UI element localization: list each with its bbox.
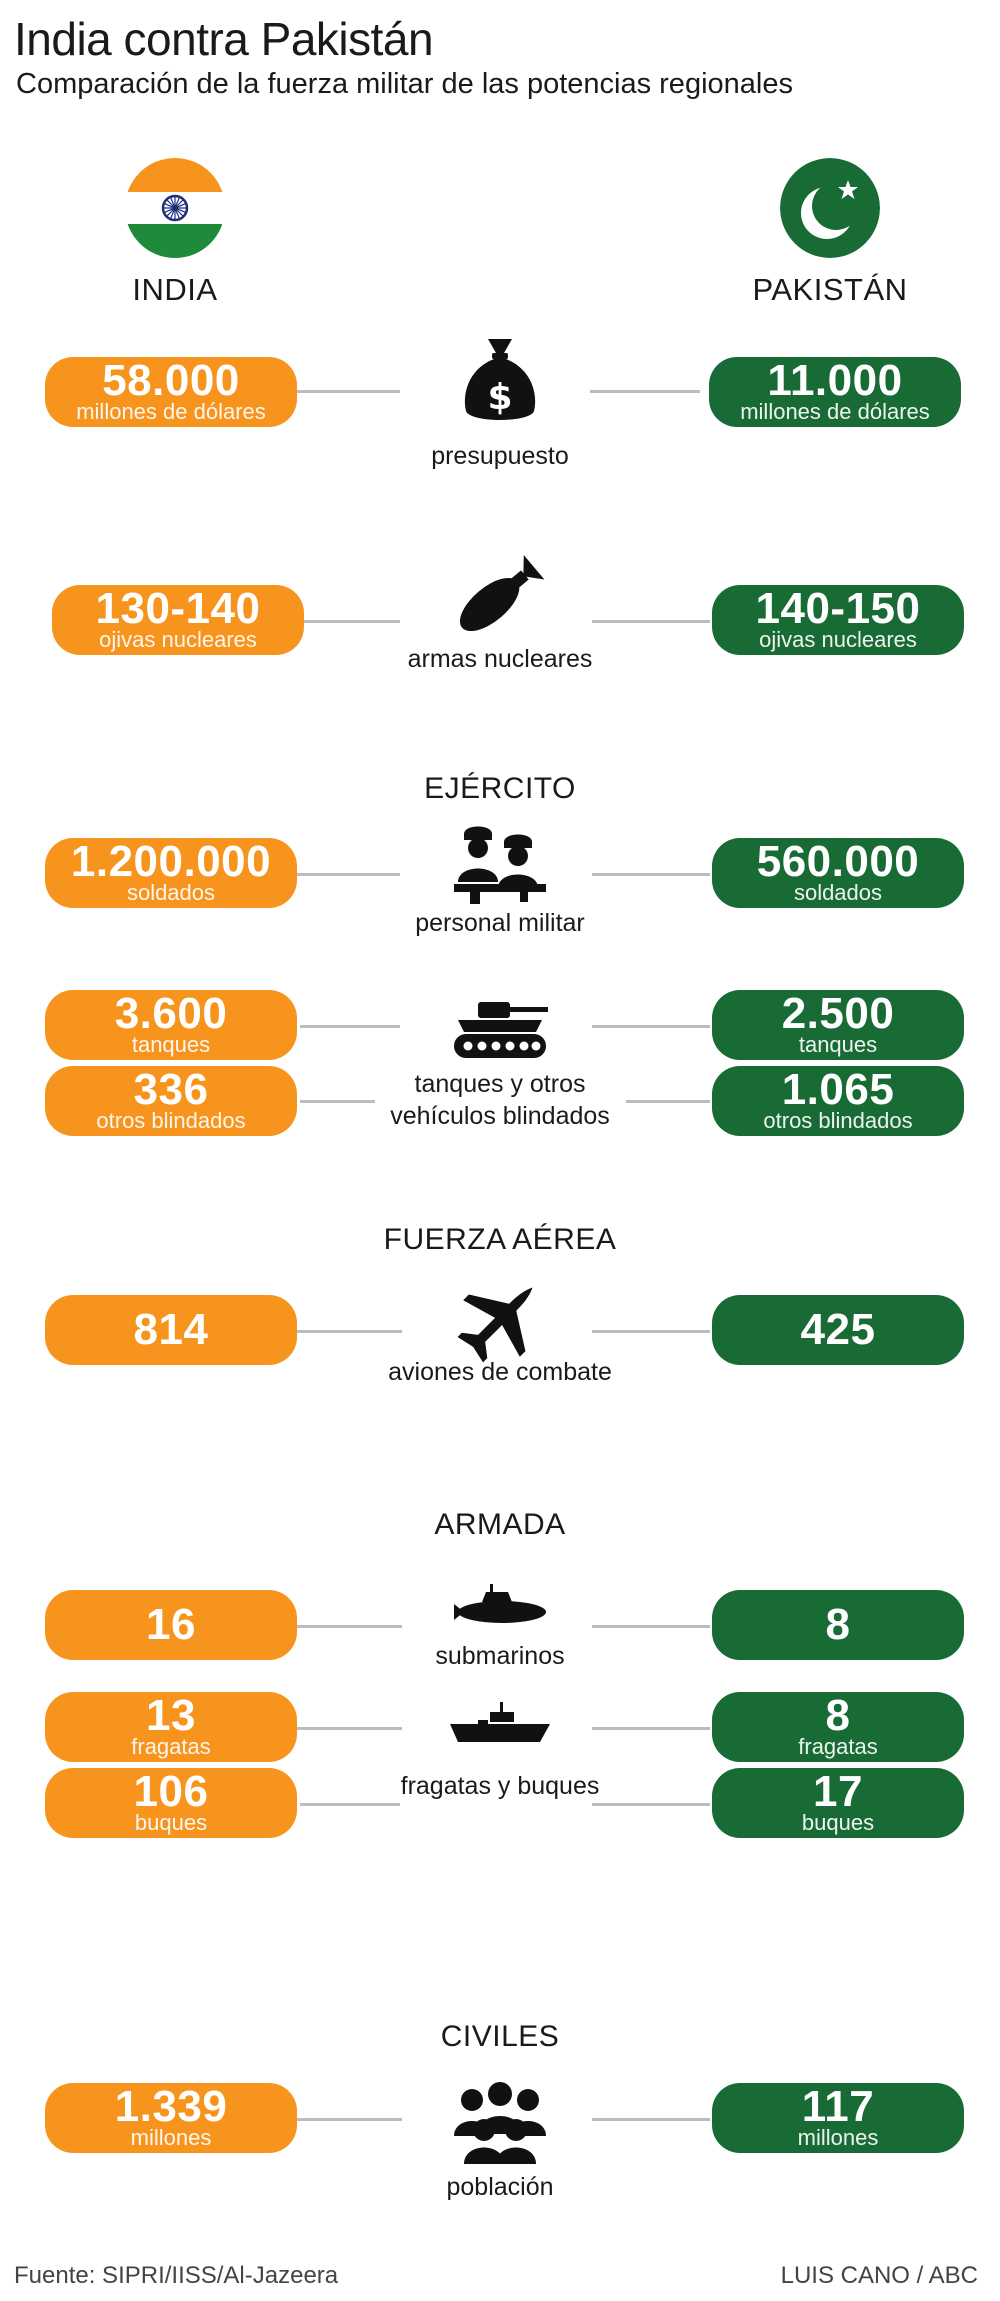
- connector-line: [290, 873, 400, 876]
- connector-line: [290, 2118, 402, 2121]
- connector-line: [592, 1803, 710, 1806]
- connector-line: [290, 1330, 402, 1333]
- pakistan-tanks-value: 2.500: [781, 989, 895, 1038]
- connector-line: [626, 1100, 710, 1103]
- connector-line: [300, 620, 400, 623]
- india-ships-value: 106: [133, 1767, 209, 1816]
- pakistan-nuclear-value: 140-150: [755, 584, 921, 633]
- row-label-aviones: aviones de combate: [388, 1358, 612, 1386]
- pakistan-frigates-value: 8: [825, 1691, 851, 1740]
- connector-line: [300, 1100, 375, 1103]
- pakistan-population-value: 117: [801, 2082, 875, 2131]
- row-label-personal: personal militar: [415, 909, 585, 937]
- connector-line: [592, 873, 710, 876]
- india-ships-unit: buques: [134, 1810, 208, 1835]
- connector-line: [590, 390, 700, 393]
- india-frigates-unit: fragatas: [131, 1734, 211, 1759]
- section-ejercito: EJÉRCITO: [424, 772, 576, 805]
- footer-source: Fuente: SIPRI/IISS/Al-Jazeera: [14, 2262, 339, 2289]
- pakistan-flag-icon: [780, 158, 880, 258]
- row-label-tanques-1: tanques y otros: [414, 1070, 586, 1098]
- page-subtitle: Comparación de la fuerza militar de las potencias regionales: [16, 68, 793, 100]
- section-civiles: CIVILES: [440, 2020, 560, 2053]
- pakistan-armored-unit: otros blindados: [763, 1108, 913, 1133]
- india-budget-value: 58.000: [102, 356, 240, 405]
- india-frigates-value: 13: [146, 1691, 196, 1740]
- pakistan-ships-pill: [712, 1768, 964, 1838]
- pakistan-tanks-unit: tanques: [798, 1032, 878, 1057]
- india-armored-unit: otros blindados: [96, 1108, 246, 1133]
- pakistan-budget-value: 11.000: [767, 356, 903, 405]
- india-nuclear-value: 130-140: [95, 584, 261, 633]
- india-soldiers-value: 1.200.000: [70, 837, 272, 886]
- pakistan-budget-pill: [709, 357, 961, 427]
- india-frigates-pill: [45, 1692, 297, 1762]
- section-armada: ARMADA: [434, 1508, 566, 1541]
- india-population-unit: millones: [130, 2125, 212, 2150]
- connector-line: [592, 2118, 710, 2121]
- india-tanks-value: 3.600: [114, 989, 228, 1038]
- pakistan-soldiers-value: 560.000: [756, 837, 920, 886]
- submarine-icon: [450, 1582, 550, 1631]
- row-label-submarinos: submarinos: [435, 1642, 565, 1670]
- pakistan-nuclear-unit: ojivas nucleares: [759, 627, 917, 652]
- india-soldiers-unit: soldados: [126, 880, 216, 905]
- pakistan-ships-unit: buques: [801, 1810, 875, 1835]
- pakistan-submarines-value: 8: [825, 1600, 851, 1649]
- india-nuclear-pill: [52, 585, 304, 655]
- india-tanks-unit: tanques: [131, 1032, 211, 1057]
- row-label-nucleares: armas nucleares: [407, 645, 593, 673]
- pakistan-population-pill: [712, 2083, 964, 2153]
- tank-icon: [448, 998, 552, 1067]
- svg-text:$: $: [487, 377, 513, 418]
- india-population-pill: [45, 2083, 297, 2153]
- india-aircraft-pill: [45, 1295, 297, 1365]
- pakistan-ships-value: 17: [813, 1767, 863, 1816]
- india-aircraft-value: 814: [133, 1305, 209, 1354]
- pakistan-armored-value: 1.065: [781, 1065, 895, 1114]
- india-budget-pill: [45, 357, 297, 427]
- soldiers-icon: [450, 820, 550, 913]
- row-label-poblacion: población: [446, 2173, 554, 2201]
- pakistan-aircraft-pill: [712, 1295, 964, 1365]
- india-flag-icon: [125, 158, 225, 258]
- pakistan-soldiers-pill: [712, 838, 964, 908]
- row-label-presupuesto: presupuesto: [431, 442, 569, 470]
- pakistan-frigates-pill: [712, 1692, 964, 1762]
- bomb-icon: [440, 550, 550, 655]
- pakistan-submarines-pill: [712, 1590, 964, 1660]
- row-label-fragatas: fragatas y buques: [400, 1772, 600, 1800]
- india-submarines-pill: [45, 1590, 297, 1660]
- connector-line: [290, 390, 400, 393]
- connector-line: [290, 1625, 402, 1628]
- india-budget-unit: millones de dólares: [76, 399, 266, 424]
- pakistan-budget-unit: millones de dólares: [740, 399, 930, 424]
- india-submarines-value: 16: [146, 1600, 196, 1649]
- section-fuerza-aerea: FUERZA AÉREA: [383, 1223, 617, 1256]
- country-label-india: INDIA: [132, 272, 218, 307]
- pakistan-nuclear-pill: [712, 585, 964, 655]
- page-title: India contra Pakistán: [14, 13, 434, 65]
- row-label-tanques-2: vehículos blindados: [390, 1102, 610, 1130]
- pakistan-soldiers-unit: soldados: [793, 880, 883, 905]
- people-icon: [448, 2080, 552, 2169]
- money-bag-icon: [458, 335, 542, 432]
- connector-line: [592, 620, 710, 623]
- country-label-pakistan: PAKISTÁN: [752, 272, 908, 307]
- pakistan-tanks-pill: [712, 990, 964, 1060]
- warship-icon: [448, 1700, 552, 1755]
- pakistan-population-unit: millones: [797, 2125, 879, 2150]
- pakistan-armored-pill: [712, 1066, 964, 1136]
- footer-credit: LUIS CANO / ABC: [780, 2262, 978, 2289]
- pakistan-frigates-unit: fragatas: [798, 1734, 878, 1759]
- connector-line: [300, 1803, 400, 1806]
- pakistan-aircraft-value: 425: [800, 1305, 876, 1354]
- india-armored-value: 336: [133, 1065, 209, 1114]
- connector-line: [592, 1625, 710, 1628]
- india-ships-pill: [45, 1768, 297, 1838]
- connector-line: [592, 1330, 710, 1333]
- connector-line: [592, 1025, 710, 1028]
- india-nuclear-unit: ojivas nucleares: [99, 627, 257, 652]
- india-tanks-pill: [45, 990, 297, 1060]
- india-soldiers-pill: [45, 838, 297, 908]
- connector-line: [290, 1727, 402, 1730]
- connector-line: [300, 1025, 400, 1028]
- connector-line: [592, 1727, 710, 1730]
- india-armored-pill: [45, 1066, 297, 1136]
- india-population-value: 1.339: [114, 2082, 228, 2131]
